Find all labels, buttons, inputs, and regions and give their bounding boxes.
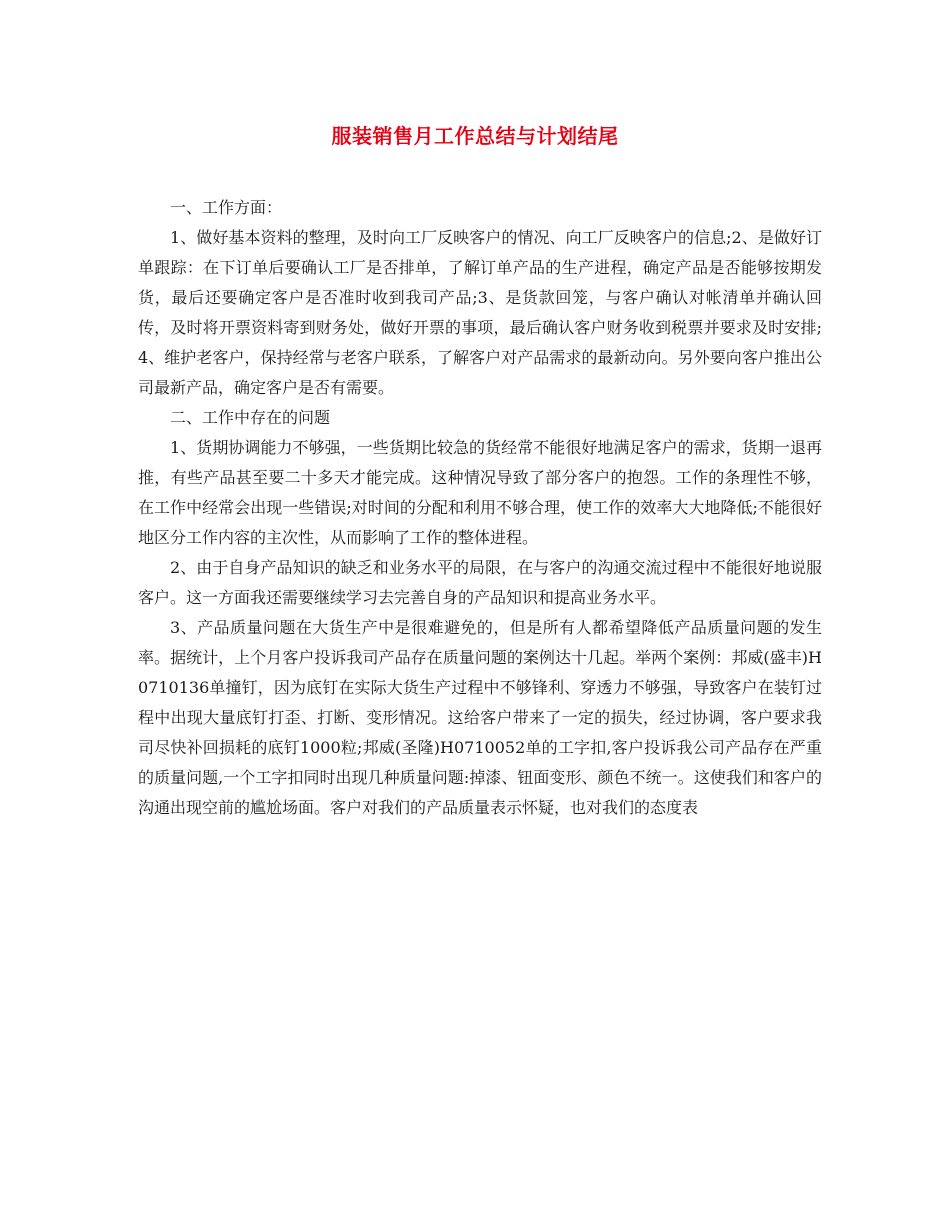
section-heading-problems: 二、工作中存在的问题 <box>170 408 331 427</box>
paragraph-work-details: 1、做好基本资料的整理，及时向工厂反映客户的情况、向工厂反映客户的信息;2、是做好订单跟踪：在下订单后要确认工厂是否排单，了解订单产品的生产进程，确定产品是否能够按期发货，最后还要确定客户是否准时收到我司产品;3、是货款回笼，与客户确认对帐清单并确认回传，及时将开票资料寄到财务处，做好开票的事项，最后确认客户财务收到税票并要求及时安排;4、维护老客户，保持经常与老客户联系，了解客户对产品需求的最新动向。另外要向客户推出公司最新产品，确定客户是否有需要。 <box>138 228 822 397</box>
document-title: 服装销售月工作总结与计划结尾 <box>331 124 619 148</box>
section-heading-work: 一、工作方面： <box>170 198 283 217</box>
document-body <box>138 193 822 823</box>
paragraph-problem-1: 1、货期协调能力不够强，一些货期比较急的货经常不能很好地满足客户的需求，货期一退再推，有些产品甚至要二十多天才能完成。这种情况导致了部分客户的抱怨。工作的条理性不够，在工作中经常会出现一些错误;对时间的分配和利用不够合理，使工作的效率大大地降低;不能很好地区分工作内容的主次性，从而影响了工作的整体进程。 <box>138 438 822 547</box>
paragraph-problem-3: 3、产品质量问题在大货生产中是很难避免的，但是所有人都希望降低产品质量问题的发生率。据统计，上个月客户投诉我司产品存在质量问题的案例达十几起。举两个案例：邦威(盛丰)H0710136单撞钉，因为底钉在实际大货生产过程中不够锋利、穿透力不够强，导致客户在装钉过程中出现大量底钉打歪、打断、变形情况。这给客户带来了一定的损失，经过协调，客户要求我司尽快补回损耗的底钉1000粒;邦威(圣隆)H0710052单的工字扣,客户投诉我公司产品存在严重的质量问题,一个工字扣同时出现几种质量问题:掉漆、钮面变形、颜色不统一。这使我们和客户的沟通出现空前的尴尬场面。客户对我们的产品质量表示怀疑，也对我们的态度表 <box>138 618 822 817</box>
paragraph-problem-2: 2、由于自身产品知识的缺乏和业务水平的局限，在与客户的沟通交流过程中不能很好地说服客户。这一方面我还需要继续学习去完善自身的产品知识和提高业务水平。 <box>138 558 822 607</box>
